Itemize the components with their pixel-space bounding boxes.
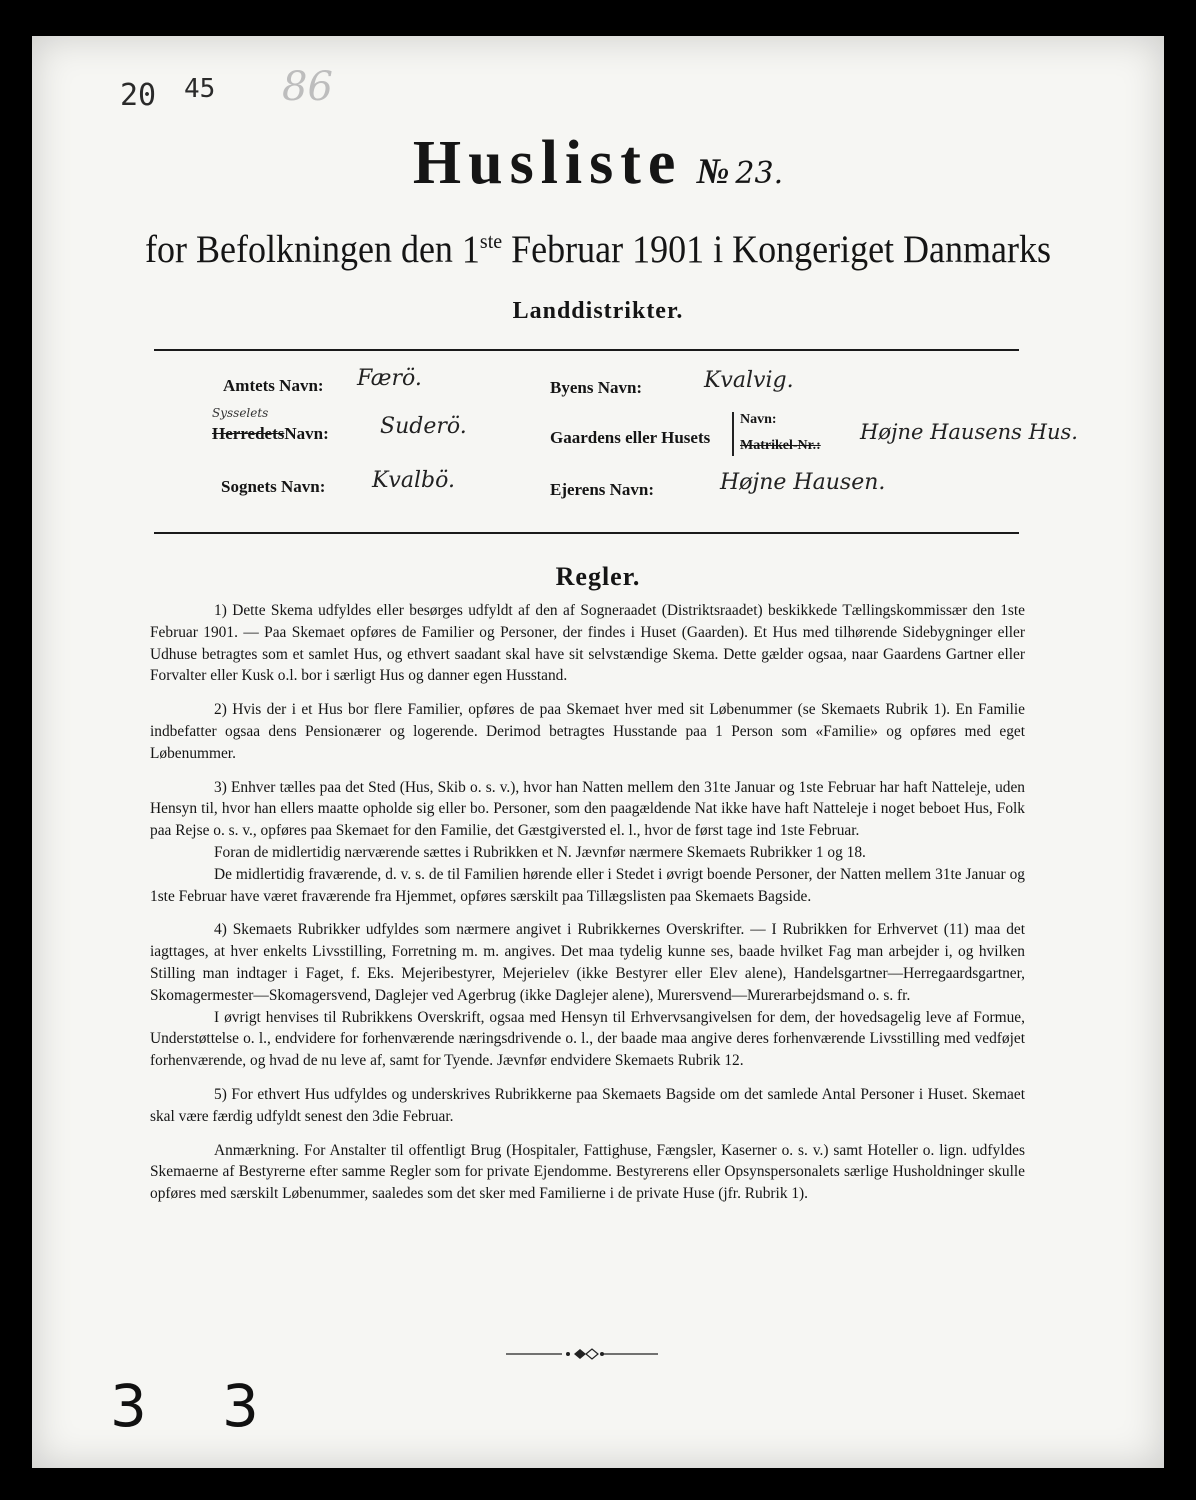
rule-paragraph: 4) Skemaets Rubrikker udfyldes som nærmere angivet i Rubrikkernes Overskrifter. — I Rubrikken for Erhvervet (11) maa det iagttages, at hver enkelts Livsstilling, Forretning m. m. angives. Det maa tydelig kunne ses, baade hvilket Fag man arbejder i, og hvilken Stilling man indtager i Faget, f. Eks. Mejeribestyrer, Mejerielev (ikke Bestyrer eller Elev alene), Handelsgartner—Herregaardsgartner, Skomagermester—Skomagersvend, Daglejer ved Agerbrug (ikke Daglejer alene), Murersvend—Murerarbejdsmand o. s. fr. xyxy=(150,921,1025,1004)
divider-bottom xyxy=(154,532,1019,534)
rules-text xyxy=(150,600,1025,1205)
by-value: Kvalvig. xyxy=(704,368,794,393)
ornament-divider xyxy=(502,1346,662,1362)
gaard-value: Højne Hausens Hus. xyxy=(860,420,1078,444)
ejer-label: Ejerens Navn: xyxy=(550,480,655,499)
subtitle xyxy=(32,226,1164,271)
page-title: Husliste xyxy=(412,129,683,197)
herred-navn: Navn: xyxy=(284,424,329,443)
gaard-sub-navn: Navn: xyxy=(740,412,777,427)
paragraph-gap xyxy=(150,1072,1025,1084)
amt-value: Færö. xyxy=(357,366,422,391)
rule-paragraph: 3) Enhver tælles paa det Sted (Hus, Skib o. s. v.), hvor han Natten mellem den 31te Januar og 1ste Februar har haft Natteleje, uden Hensyn til, hvor han ellers maatte opholde sig eller bo. Personer, som den paagældende Nat ikke have haft Natteleje i noget beboet Hus, Folk paa Rejse o. s. v., opføres paa Skemaet for den Familie, det Gæstgiversted el. l., hvor de først tage ind 1ste Februar. xyxy=(150,778,1025,840)
bottom-mark-2: 3 xyxy=(222,1372,259,1440)
rule-paragraph: 5) For ethvert Hus udfyldes og underskrives Rubrikkerne paa Skemaets Bagside om det samlede Antal Personer i Huset. Skemaet skal være færdig udfyldt senest den 3die Februar. xyxy=(150,1085,1025,1125)
paragraph-gap xyxy=(150,765,1025,777)
divider-top xyxy=(154,349,1019,351)
rules-heading: Regler. xyxy=(555,562,641,591)
subtitle-sup: ste xyxy=(479,229,503,254)
paragraph-gap xyxy=(150,907,1025,919)
rule-paragraph: Anmærkning. For Anstalter til offentligt Brug (Hospitaler, Fattighuse, Fængsler, Kaserner o. s. v.) samt Hoteller o. lign. udfyldes Skemaerne af Bestyrerne efter samme Regler som for private Ejendomme. Bestyrerens eller Opsynspersonalets særlige Husholdninger skulle opføres med særskilt Løbenummer, saaledes som det sker med Familierne i de private Huse (jfr. Rubrik 1). xyxy=(150,1141,1025,1203)
census-form-page xyxy=(32,36,1164,1468)
rule-paragraph: 1) Dette Skema udfyldes eller besørges udfyldt af den af Sogneraadet (Distriktsraadet) beskikkede Tællingskommissær den 1ste Februar 1901. — Paa Skemaet opføres de Familier og Personer, der findes i Huset (Gaarden). Et Hus med tilhørende Sidebygninger eller Udhuse betragtes som et samlet Hus, og ethvert saadant skal have sit selvstændige Skema. Dette gælder ogsaa, naar Gaardens Gartner eller Forvalter eller Kusk o.l. bor i særligt Hus og danner egen Husstand. xyxy=(150,602,1025,685)
list-number: 23. xyxy=(735,156,784,191)
herred-struck: Herredets xyxy=(212,424,285,443)
title-row xyxy=(32,128,1164,199)
herred-value: Suderö. xyxy=(380,414,467,439)
gaard-sub-matrikel: Matrikel-Nr.: xyxy=(740,438,821,453)
subtitle-post: Februar 1901 i Kongeriget Danmarks xyxy=(502,227,1051,271)
sogn-value: Kvalbö. xyxy=(372,468,455,493)
gaard-label: Gaardens eller Husets xyxy=(550,428,711,447)
subtitle-pre: for Befolkningen den 1 xyxy=(145,227,480,271)
amt-label: Amtets Navn: xyxy=(223,376,324,395)
district-heading: Landdistrikter. xyxy=(512,298,684,324)
gaard-brace xyxy=(732,412,734,456)
rule-paragraph: De midlertidig fraværende, d. v. s. de til Familien hørende eller i Stedet i øvrigt boende Personer, der Natten mellem 31te Januar og 1ste Februar have været fraværende fra Hjemmet, opføres særskilt paa Tillægslisten paa Skemaets Bagside. xyxy=(150,865,1025,905)
paragraph-gap xyxy=(150,1128,1025,1140)
archive-number-2: 45 xyxy=(184,74,216,104)
bottom-mark-1: 3 xyxy=(110,1372,147,1440)
by-label: Byens Navn: xyxy=(550,378,643,397)
rule-paragraph: I øvrigt henvises til Rubrikkens Overskrift, ogsaa med Hensyn til Erhvervsangivelsen for dem, der hovedsagelig leve af Formue, Understøttelse o. l., endvidere for forhenværende næringsdrivende o. l., der baade maa angive deres forhenværende Livsstilling med vedføjet forhenværende, og hvad de nu leve af, samt for Tyende. Jævnfør endvidere Skemaets Rubrik 12. xyxy=(150,1008,1025,1070)
paragraph-gap xyxy=(150,687,1025,699)
rule-paragraph: 2) Hvis der i et Hus bor flere Familier, opføres de paa Skemaet hver med sit Løbenummer (se Skemaets Rubrik 1). En Familie indbefatter ogsaa dens Pensionærer og logerende. Derimod betragtes Husstande paa 1 Person som «Familie» og opføres med eget Løbenummer. xyxy=(150,701,1025,762)
archive-number-3: 86 xyxy=(282,64,333,110)
archive-number-1: 20 xyxy=(120,78,157,113)
rule-paragraph: Foran de midlertidig nærværende sættes i Rubrikken et N. Jævnfør nærmere Skemaets Rubrikker 1 og 18. xyxy=(214,843,866,861)
ejer-value: Højne Hausen. xyxy=(720,470,886,495)
herred-label xyxy=(212,424,329,444)
syssel-overwrite: Sysselets xyxy=(212,406,269,420)
sogn-label: Sognets Navn: xyxy=(221,477,326,496)
number-sign: № xyxy=(696,151,730,191)
